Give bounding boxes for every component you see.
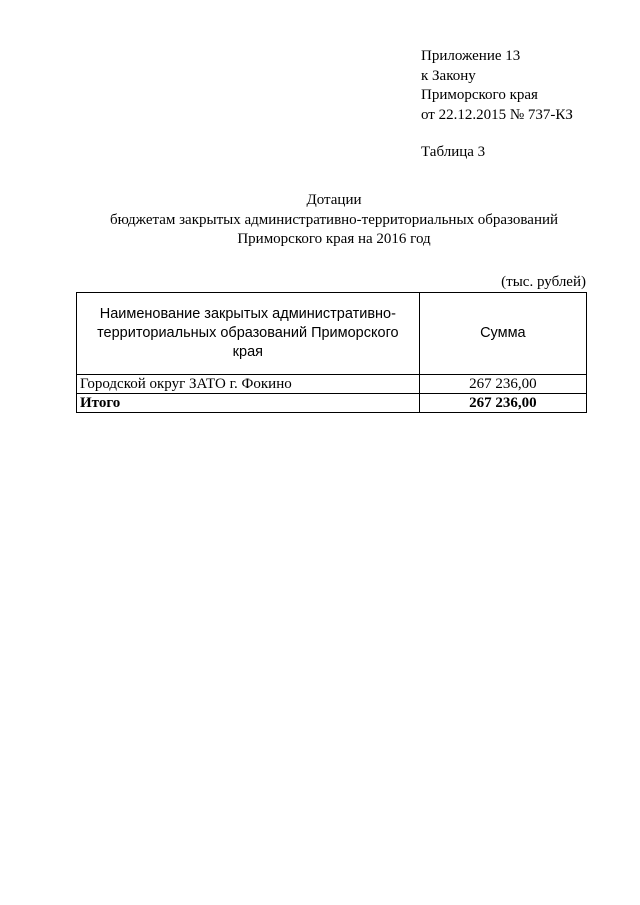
appendix-line: к Закону [421,67,476,84]
header-sum-cell: Сумма [419,293,586,375]
table-row [77,375,587,394]
appendix-line: Приложение 13 [421,48,521,64]
title-line: Дотации [306,192,362,208]
title-line: Приморского края на 2016 год [237,231,431,247]
subsidies-table [76,292,587,413]
appendix-line: Приморского края [421,87,538,103]
units-note: (тыс. рублей) [501,274,586,290]
appendix-reference [421,47,573,125]
row-sum-cell: 267 236,00 [419,375,586,394]
table-total-row [77,394,587,413]
table-number-label: Таблица 3 [421,144,486,160]
title-line: бюджетам закрытых административно-территориальных образований [109,211,559,228]
total-sum-cell: 267 236,00 [419,394,586,413]
document-title [40,191,628,250]
header-name-cell: Наименование закрытых административно-территориальных образований Приморского края [77,293,420,375]
total-name-cell: Итого [77,394,420,413]
table-header-row [77,293,587,375]
appendix-line: от 22.12.2015 № 737-КЗ [421,106,573,123]
row-name-cell: Городской округ ЗАТО г. Фокино [77,375,420,394]
